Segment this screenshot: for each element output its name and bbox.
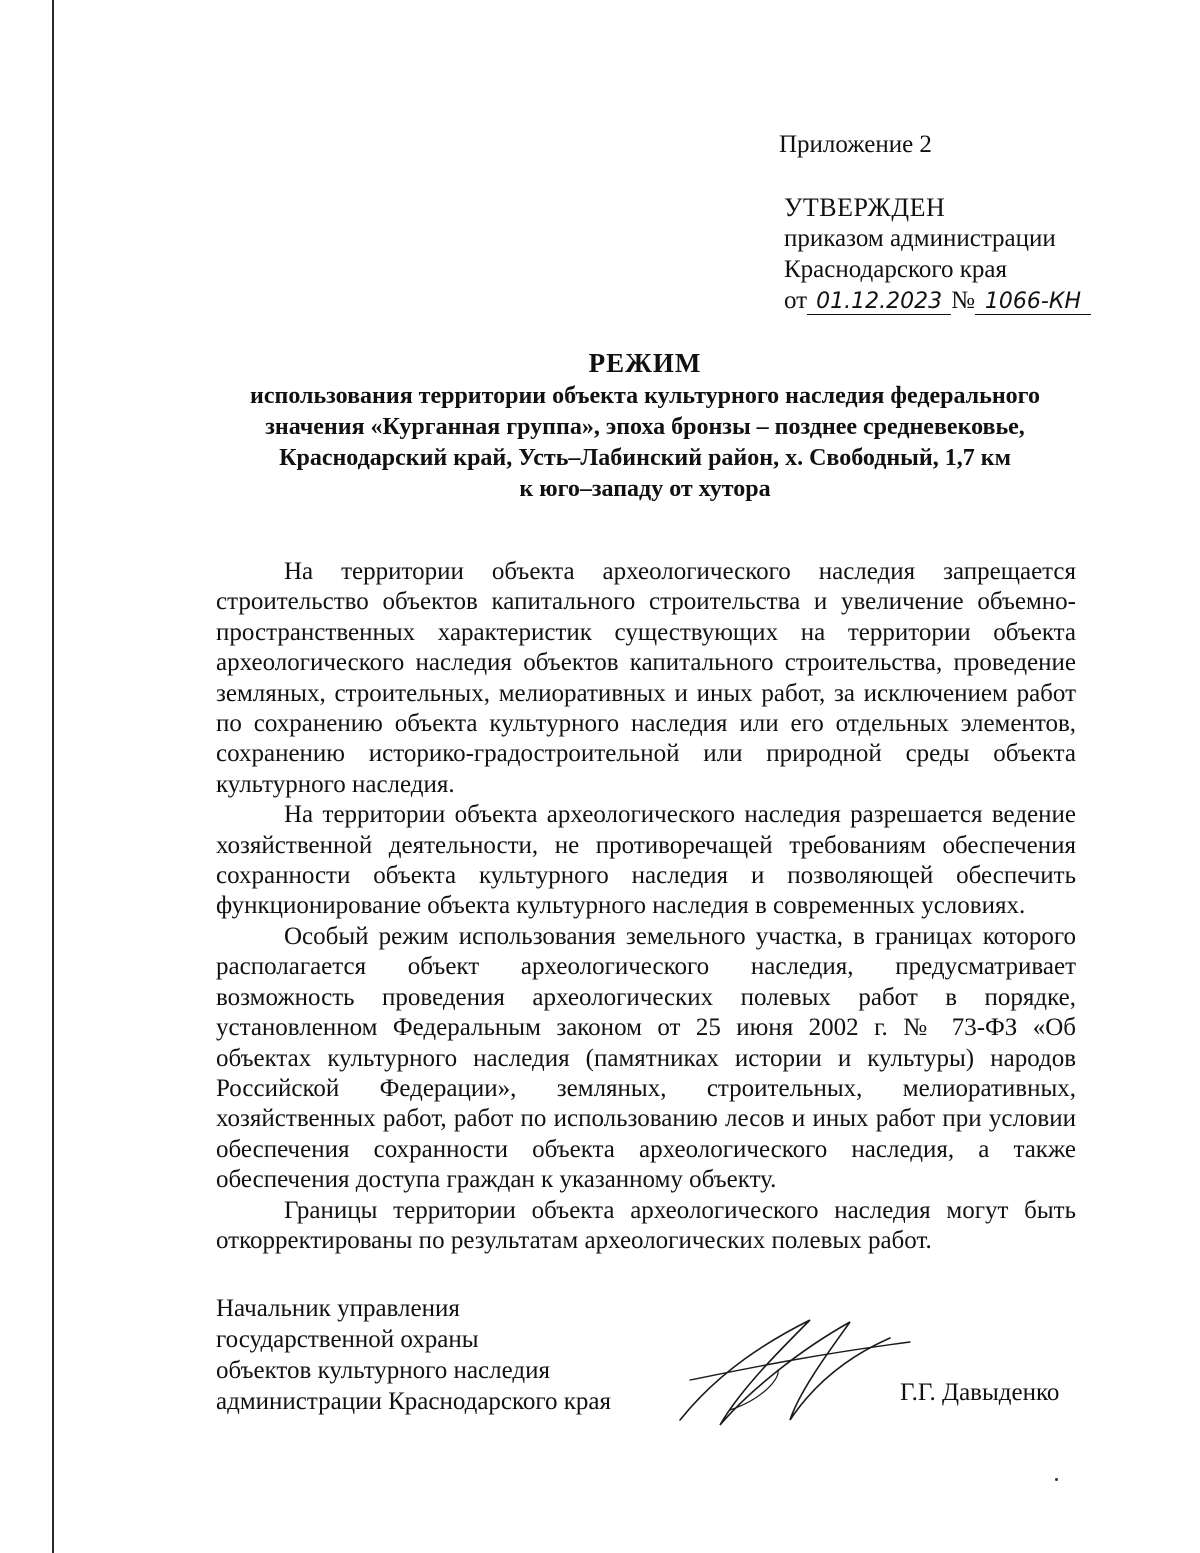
paragraph-permitted-activity: На территории объекта археологического наследия разрешается ведение хозяйственной деятельности, не противоречащей требованиям обеспечения сохранности объекта культурного наследия и позволяющей обеспечить функционирование объекта культурного наследия в современных условиях. [216,801,1076,920]
appendix-label: Приложение 2 [779,131,932,158]
scan-speck [1055,1478,1058,1481]
paragraph-boundaries: Границы территории объекта археологического наследия могут быть откорректированы по результатам археологических полевых работ. [216,1196,1076,1254]
document-body [216,557,1076,1256]
handwritten-signature [660,1310,920,1440]
date-prefix: от [784,287,808,314]
approval-block [784,192,1091,316]
position-line-4: администрации Краснодарского края [216,1388,612,1415]
subtitle-line-1: использования территории объекта культурного наследия федерального [250,383,1040,409]
approval-line-2: Краснодарского края [784,256,1007,283]
subtitle-line-3: Краснодарский край, Усть–Лабинский район, х. Свободный, 1,7 км [279,445,1011,471]
subtitle-line-2: значения «Курганная группа», эпоха бронзы – позднее средневековье, [265,414,1025,440]
position-line-1: Начальник управления [216,1295,460,1322]
signatory-position [216,1293,611,1417]
left-margin-line [52,0,54,1553]
paragraph-prohibitions: На территории объекта археологического наследия запрещается строительство объектов капитального строительства и увеличение объемно-пространственных характеристик существующих на территории объекта археологического наследия объектов капитального строительства, проведение земляных, строительных, мелиоративных и иных работ, за исключением работ по сохранению объекта культурного наследия или его отдельных элементов, сохранению историко-градостроительной или природной среды объекта культурного наследия. [216,558,1076,798]
approval-line-1: приказом администрации [784,225,1056,252]
approved-label: УТВЕРЖДЕН [784,193,946,222]
approval-date-line [784,285,1091,316]
number-prefix: № [951,287,975,314]
position-line-2: государственной охраны [216,1326,479,1353]
paragraph-special-regime: Особый режим использования земельного участка, в границах которого располагается объект археологического наследия, предусматривает возможность проведения археологических полевых работ в порядке, установленном Федеральным законом от 25 июня 2002 г. № 73-ФЗ «Об объектах культурного наследия (памятниках истории и культуры) народов Российской Федерации», земляных, строительных, мелиоративных, хозяйственных работ, работ по использованию лесов и иных работ при условии обеспечения сохранности объекта археологического наследия, а также обеспечения доступа граждан к указанному объекту. [216,922,1076,1194]
signatory-name: Г.Г. Давыденко [900,1379,1060,1406]
position-line-3: объектов культурного наследия [216,1357,550,1384]
document-heading [215,347,1075,505]
handwritten-date: 01.12.2023 [807,290,951,315]
subtitle-line-4: к юго–западу от хутора [519,476,771,502]
handwritten-order-number: 1066-КН [975,290,1091,315]
document-title: РЕЖИМ [588,348,702,378]
